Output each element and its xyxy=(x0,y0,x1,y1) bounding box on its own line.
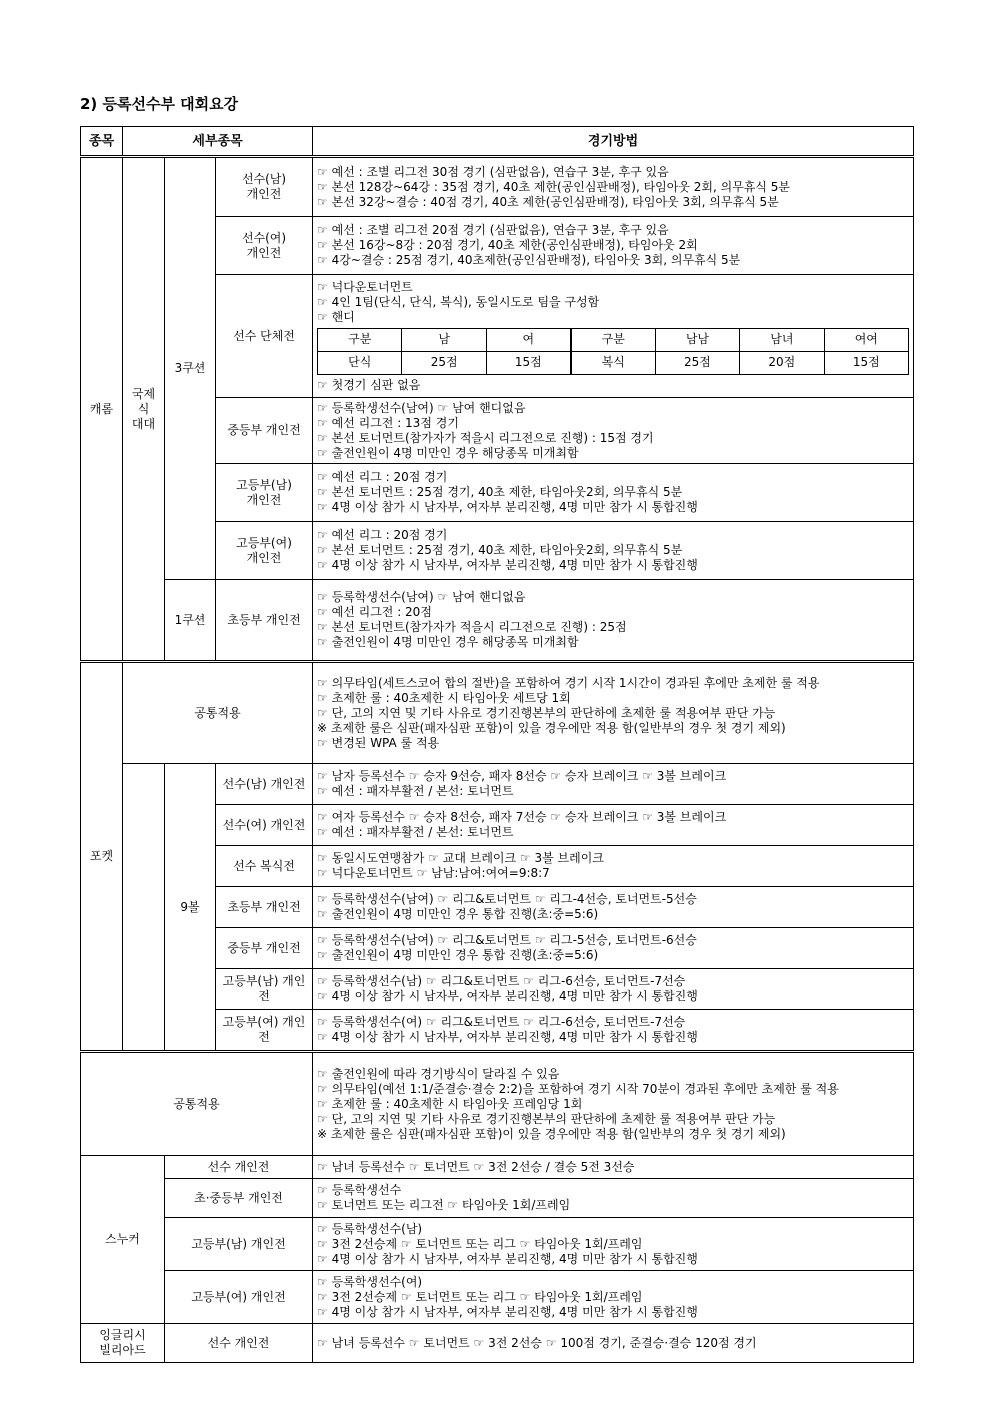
handicap-cell: 단식 xyxy=(318,351,402,374)
common-label: 공통적용 xyxy=(81,1052,313,1156)
method-line: ☞ 4명 이상 참가 시 남자부, 여자부 분리진행, 4명 미만 참가 시 통합진행 xyxy=(317,500,698,514)
handicap-cell: 남남 xyxy=(655,328,739,351)
handicap-cell: 여여 xyxy=(824,328,908,351)
method-cell xyxy=(313,805,914,846)
method-line: ☞ 넉다운토너먼트 ☞ 남남:남여:여여=9:8:7 xyxy=(317,866,550,880)
method-cell xyxy=(313,1324,914,1363)
handicap-cell: 25점 xyxy=(402,351,486,374)
method-cell xyxy=(313,398,914,464)
method-line: ☞ 초제한 룰 : 40초제한 시 타임아웃 프레임당 1회 xyxy=(317,1096,583,1111)
method-line: ☞ 등록학생선수(여) xyxy=(317,1274,423,1289)
method-line: ☞ 등록학생선수(남여) ☞ 남여 핸디없음 xyxy=(317,590,526,604)
method-line: ☞ 초제한 룰 : 40초제한 시 타임아웃 세트당 1회 xyxy=(317,690,571,705)
method-line: ☞ 본선 토너먼트 : 25점 경기, 40초 제한, 타임아웃2회, 의무휴식 5분 xyxy=(317,485,683,499)
event-label: 초등부 개인전 xyxy=(216,580,313,662)
event-label: 선수(여) 개인전 xyxy=(216,217,313,275)
method-line: ☞ 4명 이상 참가 시 남자부, 여자부 분리진행, 4명 미만 참가 시 통합진행 xyxy=(317,1251,698,1266)
method-line: ☞ 토너먼트 또는 리그전 ☞ 타임아웃 1회/프레임 xyxy=(317,1198,571,1212)
method-cell xyxy=(313,1218,914,1271)
handicap-cell: 남녀 xyxy=(740,328,824,351)
method-line: ☞ 예선 리그전 : 20점 xyxy=(317,605,432,619)
sport-english-billiards: 잉글리시 빌리아드 xyxy=(81,1324,165,1363)
method-line: ☞ 핸디 xyxy=(317,309,355,324)
method-line: ☞ 남녀 등록선수 ☞ 토너먼트 ☞ 3전 2선승 ☞ 100점 경기, 준결승·결승 120점 경기 xyxy=(317,1335,757,1350)
handicap-cell: 구분 xyxy=(571,328,655,351)
handicap-cell: 여 xyxy=(486,328,570,351)
method-line: ☞ 예선 리그 : 20점 경기 xyxy=(317,528,448,542)
method-line: ☞ 동일시도연맹참가 ☞ 교대 브레이크 ☞ 3볼 브레이크 xyxy=(317,851,604,865)
method-line: ☞ 3전 2선승제 ☞ 토너먼트 또는 리그 ☞ 타임아웃 1회/프레임 xyxy=(317,1289,643,1304)
handicap-cell: 15점 xyxy=(824,351,908,374)
method-line: ☞ 출전인원이 4명 미만인 경우 통합 진행(초:중=5:6) xyxy=(317,948,599,962)
method-line: ☞ 단, 고의 지연 및 기타 사유로 경기진행본부의 판단하에 초제한 룰 적용여부 판단 가능 xyxy=(317,705,776,720)
handicap-cell: 20점 xyxy=(740,351,824,374)
method-line: ☞ 예선 : 조별 리그전 20점 경기 (심판없음), 연습구 3분, 후구 있음 xyxy=(317,223,669,237)
method-line: ☞ 남녀 등록선수 ☞ 토너먼트 ☞ 3전 2선승 / 결승 5전 3선승 xyxy=(317,1159,635,1174)
sub-3cushion: 3쿠션 xyxy=(165,157,216,580)
method-line: ☞ 첫경기 심판 없음 xyxy=(317,377,421,392)
header-event: 세부종목 xyxy=(123,127,313,157)
method-line: ☞ 등록학생선수(남여) ☞ 남여 핸디없음 xyxy=(317,400,526,415)
method-cell xyxy=(313,464,914,522)
event-label: 고등부(남) 개인전 xyxy=(216,969,313,1010)
method-cell xyxy=(313,887,914,928)
method-line: ☞ 본선 토너먼트 : 25점 경기, 40초 제한, 타임아웃2회, 의무휴식 5분 xyxy=(317,543,683,557)
method-line: ☞ 4명 이상 참가 시 남자부, 여자부 분리진행, 4명 미만 참가 시 통합진행 xyxy=(317,1030,698,1044)
header-method: 경기방법 xyxy=(313,127,914,157)
competition-rules-table xyxy=(80,126,914,1363)
method-line: ☞ 출전인원이 4명 미만인 경우 통합 진행(초:중=5:6) xyxy=(317,907,599,921)
method-line: ☞ 등록학생선수(여) ☞ 리그&토너먼트 ☞ 리그-6선승, 토너먼트-7선승 xyxy=(317,1015,686,1029)
method-line: ※ 초제한 룰은 심판(패자심판 포함)이 있을 경우에만 적용 함(일반부의 경우 첫 경기 제외) xyxy=(317,720,786,735)
event-label: 고등부(여) 개인전 xyxy=(216,1010,313,1052)
sport-carom: 캐롬 xyxy=(81,157,123,662)
handicap-cell: 15점 xyxy=(486,351,570,374)
category-intl: 국제 식 대대 xyxy=(123,157,165,662)
method-line: ☞ 본선 128강~64강 : 35점 경기, 40초 제한(공인심판배정), 타임아웃 2회, 의무휴식 5분 xyxy=(317,179,791,194)
method-line: ☞ 본선 16강~8강 : 20점 경기, 40초 제한(공인심판배정), 타임아웃 2회 xyxy=(317,238,698,252)
blank-cell xyxy=(123,764,165,1052)
common-label: 공통적용 xyxy=(123,662,313,764)
sport-snooker: 스누커 xyxy=(81,1156,165,1324)
event-label: 선수(남) 개인전 xyxy=(216,764,313,805)
event-label: 선수 개인전 xyxy=(165,1156,313,1179)
event-label: 초등부 개인전 xyxy=(216,887,313,928)
event-label: 초·중등부 개인전 xyxy=(165,1179,313,1218)
method-line: ☞ 4명 이상 참가 시 남자부, 여자부 분리진행, 4명 미만 참가 시 통합진행 xyxy=(317,558,698,572)
method-line: ☞ 본선 32강~결승 : 40점 경기, 40초 제한(공인심판배정), 타임아웃 3회, 의무휴식 5분 xyxy=(317,194,779,209)
method-cell xyxy=(313,1052,914,1156)
method-cell xyxy=(313,1010,914,1052)
method-line: ☞ 넉다운토너먼트 xyxy=(317,279,413,294)
method-cell xyxy=(313,1179,914,1218)
method-line: ☞ 등록학생선수(남여) ☞ 리그&토너먼트 ☞ 리그-4선승, 토너먼트-5선승 xyxy=(317,892,697,906)
method-line: ☞ 여자 등록선수 ☞ 승자 8선승, 패자 7선승 ☞ 승자 브레이크 ☞ 3볼 브레이크 xyxy=(317,810,727,824)
method-cell xyxy=(313,217,914,275)
method-line: ☞ 의무타임(세트스코어 합의 절반)을 포함하여 경기 시작 1시간이 경과된 후에만 초제한 룰 적용 xyxy=(317,675,820,690)
sub-1cushion: 1쿠션 xyxy=(165,580,216,662)
method-line: ☞ 3전 2선승제 ☞ 토너먼트 또는 리그 ☞ 타임아웃 1회/프레임 xyxy=(317,1236,643,1251)
method-line: ☞ 등록학생선수(남여) ☞ 리그&토너먼트 ☞ 리그-5선승, 토너먼트-6선승 xyxy=(317,933,697,947)
event-label: 고등부(여) 개인전 xyxy=(165,1271,313,1324)
method-line: ※ 초제한 룰은 심판(패자심판 포함)이 있을 경우에만 적용 함(일반부의 경우 첫 경기 제외) xyxy=(317,1126,786,1141)
section-title: 2) 등록선수부 대회요강 xyxy=(80,95,239,113)
method-line: ☞ 4명 이상 참가 시 남자부, 여자부 분리진행, 4명 미만 참가 시 통합진행 xyxy=(317,1304,698,1319)
method-line: ☞ 예선 리그전 : 13점 경기 xyxy=(317,415,459,430)
method-line: ☞ 출전인원이 4명 미만인 경우 해당종목 미개최함 xyxy=(317,445,579,460)
handicap-cell: 남 xyxy=(402,328,486,351)
handicap-table xyxy=(317,328,909,375)
method-line: ☞ 본선 토너먼트(참가자가 적을시 리그전으로 진행) : 25점 xyxy=(317,620,627,634)
event-label: 고등부(남) 개인전 xyxy=(216,464,313,522)
method-line: ☞ 예선 : 조별 리그전 30점 경기 (심판없음), 연습구 3분, 후구 있음 xyxy=(317,164,669,179)
sport-pocket: 포켓 xyxy=(81,662,123,1052)
method-cell xyxy=(313,1271,914,1324)
method-line: ☞ 의무타임(예선 1:1/준결승·결승 2:2)을 포함하여 경기 시작 70분이 경과된 후에만 초제한 룰 적용 xyxy=(317,1081,839,1096)
method-cell xyxy=(313,580,914,662)
handicap-cell: 복식 xyxy=(571,351,655,374)
event-label: 선수 단체전 xyxy=(216,275,313,398)
method-line: ☞ 남자 등록선수 ☞ 승자 9선승, 패자 8선승 ☞ 승자 브레이크 ☞ 3볼 브레이크 xyxy=(317,769,727,783)
method-cell xyxy=(313,928,914,969)
method-line: ☞ 출전인원에 따라 경기방식이 달라질 수 있음 xyxy=(317,1066,560,1081)
sub-9ball: 9볼 xyxy=(165,764,216,1052)
method-line: ☞ 본선 토너먼트(참가자가 적을시 리그전으로 진행) : 15점 경기 xyxy=(317,430,654,445)
event-label: 선수(남) 개인전 xyxy=(216,157,313,217)
handicap-cell: 구분 xyxy=(318,328,402,351)
method-line: ☞ 등록학생선수(남) xyxy=(317,1221,423,1236)
event-label: 선수 개인전 xyxy=(165,1324,313,1363)
event-label: 선수 복식전 xyxy=(216,846,313,887)
method-line: ☞ 4강~결승 : 25점 경기, 40초제한(공인심판배정), 타임아웃 3회, 의무휴식 5분 xyxy=(317,253,741,267)
method-cell xyxy=(313,522,914,580)
method-line: ☞ 예선 : 패자부활전 / 본선: 토너먼트 xyxy=(317,825,514,839)
method-cell xyxy=(313,969,914,1010)
method-line: ☞ 4명 이상 참가 시 남자부, 여자부 분리진행, 4명 미만 참가 시 통합진행 xyxy=(317,989,698,1003)
event-label: 고등부(여) 개인전 xyxy=(216,522,313,580)
method-line: ☞ 변경된 WPA 룰 적용 xyxy=(317,735,440,750)
method-line: ☞ 등록학생선수 xyxy=(317,1183,402,1197)
method-cell xyxy=(313,846,914,887)
method-cell xyxy=(313,157,914,217)
event-label: 선수(여) 개인전 xyxy=(216,805,313,846)
event-label: 중등부 개인전 xyxy=(216,398,313,464)
handicap-cell: 25점 xyxy=(655,351,739,374)
method-line: ☞ 등록학생선수(남) ☞ 리그&토너먼트 ☞ 리그-6선승, 토너먼트-7선승 xyxy=(317,974,686,988)
method-cell xyxy=(313,764,914,805)
method-cell xyxy=(313,275,914,398)
method-line: ☞ 단, 고의 지연 및 기타 사유로 경기진행본부의 판단하에 초제한 룰 적용여부 판단 가능 xyxy=(317,1111,776,1126)
event-label: 중등부 개인전 xyxy=(216,928,313,969)
header-sport: 종목 xyxy=(81,127,123,157)
method-line: ☞ 4인 1팀(단식, 단식, 복식), 동일시도로 팀을 구성함 xyxy=(317,294,600,309)
method-line: ☞ 예선 리그 : 20점 경기 xyxy=(317,470,448,484)
method-cell xyxy=(313,662,914,764)
method-line: ☞ 출전인원이 4명 미만인 경우 해당종목 미개최함 xyxy=(317,635,579,649)
method-line: ☞ 예선 : 패자부활전 / 본선: 토너먼트 xyxy=(317,784,514,798)
method-cell xyxy=(313,1156,914,1179)
event-label: 고등부(남) 개인전 xyxy=(165,1218,313,1271)
